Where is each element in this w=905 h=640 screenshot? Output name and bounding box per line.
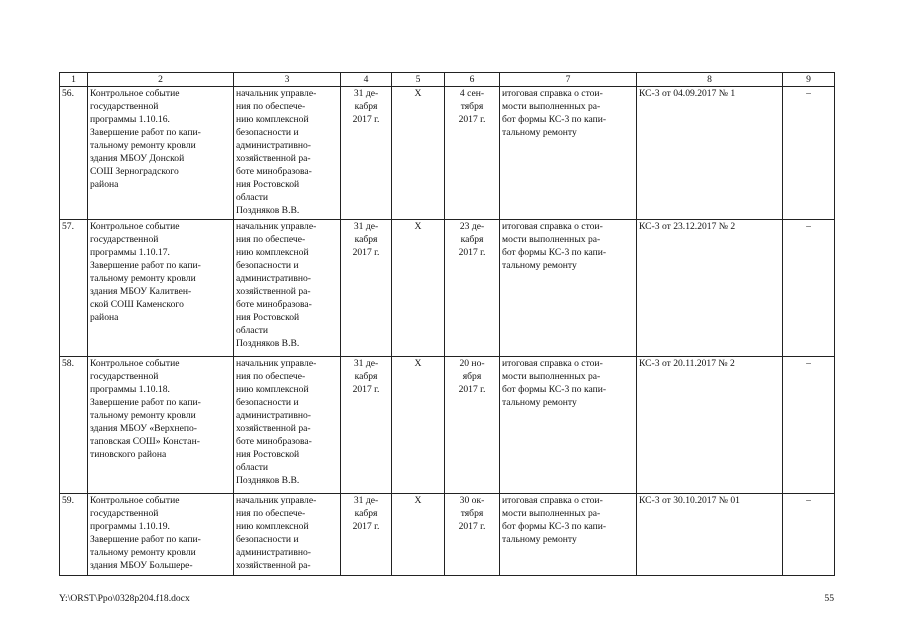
fact-date: 20 но- ября 2017 г. [445,357,500,494]
column-header-7: 7 [500,73,637,87]
row-number: 56. [60,87,88,220]
column-header-4: 4 [341,73,392,87]
confirming-document: итоговая справка о стои- мости выполненных ра- бот формы КС-3 по капи- тальному ремонту [500,87,637,220]
responsible-person: начальник управле- ния по обеспече- нию комплексной безопасности и административно- хозяйственной ра- боте минобразова- ния Ростовской области Поздняков В.В. [234,87,341,220]
event-description: Контрольное событие государственной программы 1.10.17. Завершение работ по капи- тальному ремонту кровли здания МБОУ Калитвен- ской СОШ Каменского района [88,220,234,357]
note: – [783,87,835,220]
column-header-8: 8 [637,73,783,87]
control-events-table [59,72,835,576]
fact-date: 30 ок- тября 2017 г. [445,494,500,576]
event-description: Контрольное событие государственной программы 1.10.18. Завершение работ по капи- тальному ремонту кровли здания МБОУ «Верхнепо- таповская СОШ» Констан- тиновского района [88,357,234,494]
column-5-mark: Х [392,494,445,576]
event-description: Контрольное событие государственной программы 1.10.19. Завершение работ по капи- тальному ремонту кровли здания МБОУ Большере- [88,494,234,576]
document-reference: КС-3 от 04.09.2017 № 1 [637,87,783,220]
table-row [60,494,835,576]
confirming-document: итоговая справка о стои- мости выполненных ра- бот формы КС-3 по капи- тальному ремонту [500,494,637,576]
row-number: 58. [60,357,88,494]
column-header-1: 1 [60,73,88,87]
confirming-document: итоговая справка о стои- мости выполненных ра- бот формы КС-3 по капи- тальному ремонту [500,357,637,494]
confirming-document: итоговая справка о стои- мости выполненных ра- бот формы КС-3 по капи- тальному ремонту [500,220,637,357]
responsible-person: начальник управле- ния по обеспече- нию комплексной безопасности и административно- хозяйственной ра- [234,494,341,576]
note: – [783,494,835,576]
fact-date: 23 де- кабря 2017 г. [445,220,500,357]
responsible-person: начальник управле- ния по обеспече- нию комплексной безопасности и административно- хозяйственной ра- боте минобразова- ния Ростовской области Поздняков В.В. [234,220,341,357]
document-reference: КС-3 от 20.11.2017 № 2 [637,357,783,494]
plan-date: 31 де- кабря 2017 г. [341,357,392,494]
fact-date: 4 сен- тября 2017 г. [445,87,500,220]
plan-date: 31 де- кабря 2017 г. [341,220,392,357]
table-row [60,220,835,357]
column-header-9: 9 [783,73,835,87]
column-header-3: 3 [234,73,341,87]
row-number: 59. [60,494,88,576]
plan-date: 31 де- кабря 2017 г. [341,494,392,576]
event-description: Контрольное событие государственной программы 1.10.16. Завершение работ по капи- тальному ремонту кровли здания МБОУ Донской СОШ Зерноградского района [88,87,234,220]
column-header-5: 5 [392,73,445,87]
document-reference: КС-3 от 23.12.2017 № 2 [637,220,783,357]
note: – [783,220,835,357]
responsible-person: начальник управле- ния по обеспече- нию комплексной безопасности и административно- хозяйственной ра- боте минобразова- ния Ростовской области Поздняков В.В. [234,357,341,494]
table-row [60,87,835,220]
column-header-2: 2 [88,73,234,87]
header-row [60,73,835,87]
document-reference: КС-3 от 30.10.2017 № 01 [637,494,783,576]
column-5-mark: Х [392,87,445,220]
column-5-mark: Х [392,220,445,357]
note: – [783,357,835,494]
footer-file-path: Y:\ORST\Ppo\0328p204.f18.docx [59,593,190,604]
page-number: 55 [824,593,834,604]
column-5-mark: Х [392,357,445,494]
table-row [60,357,835,494]
row-number: 57. [60,220,88,357]
column-header-6: 6 [445,73,500,87]
plan-date: 31 де- кабря 2017 г. [341,87,392,220]
